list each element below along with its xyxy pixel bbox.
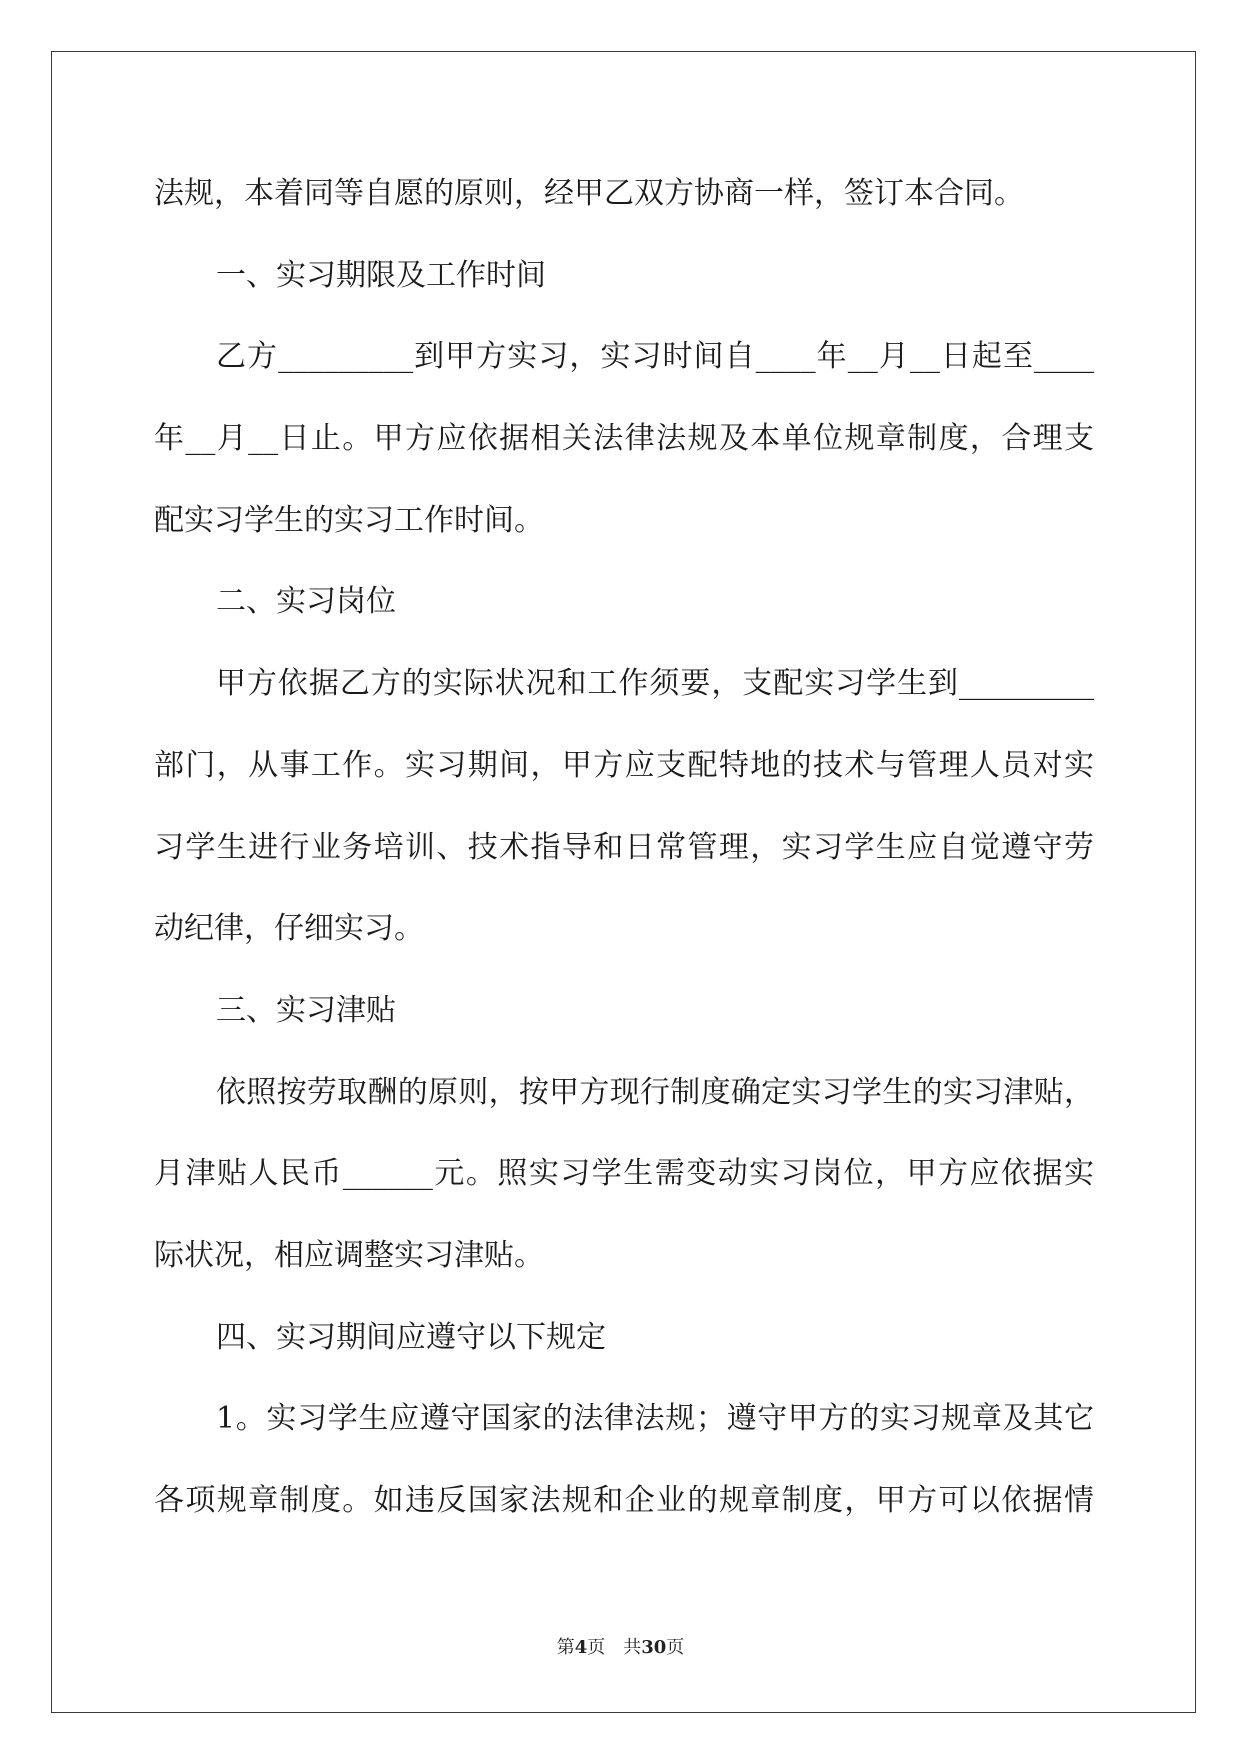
section-heading: 一、实习期限及工作时间 [216,257,546,293]
text-line: 配实习学生的实习工作时间。 [154,502,544,538]
page-number: 4 [574,1637,588,1658]
text-line: 际状况，相应调整实习津贴。 [154,1237,544,1273]
text-line: 习学生进行业务培训、技术指导和日常管理，实习学生应自觉遵守劳 [154,829,1094,865]
text-line: 甲方依据乙方的实际状况和工作须要，支配实习学生到_________ [216,666,1094,702]
document-body [154,153,1094,1542]
text-line: 年__月__日止。甲方应依据相关法律法规及本单位规章制度，合理支 [154,421,1094,457]
text-line: 部门，从事工作。实习期间，甲方应支配特地的技术与管理人员对实 [154,747,1094,783]
total-prefix: 共 [623,1637,642,1658]
text-line: 动纪律，仔细实习。 [154,911,424,947]
section-heading: 三、实习津贴 [216,992,396,1028]
text-line: 各项规章制度。如违反国家法规和企业的规章制度，甲方可以依据情 [154,1483,1094,1518]
section-heading: 四、实习期间应遵守以下规定 [216,1319,606,1355]
text-line: 乙方_________到甲方实习，实习时间自____年__月__日起至____ [216,339,1094,375]
page-prefix: 第 [556,1637,575,1658]
page-suffix: 页 [587,1637,606,1658]
total-suffix: 页 [666,1637,685,1658]
text-line: 法规，本着同等自愿的原则，经甲乙双方协商一样，签订本合同。 [154,176,1024,211]
text-line: 依照按劳取酬的原则，按甲方现行制度确定实习学生的实习津贴， [216,1074,1094,1110]
page-footer [0,1636,1241,1660]
text-line: 1。实习学生应遵守国家的法律法规；遵守甲方的实习规章及其它 [216,1401,1094,1437]
total-pages: 30 [641,1637,667,1658]
section-heading: 二、实习岗位 [216,584,396,620]
text-line: 月津贴人民币______元。照实习学生需变动实习岗位，甲方应依据实 [154,1156,1094,1192]
